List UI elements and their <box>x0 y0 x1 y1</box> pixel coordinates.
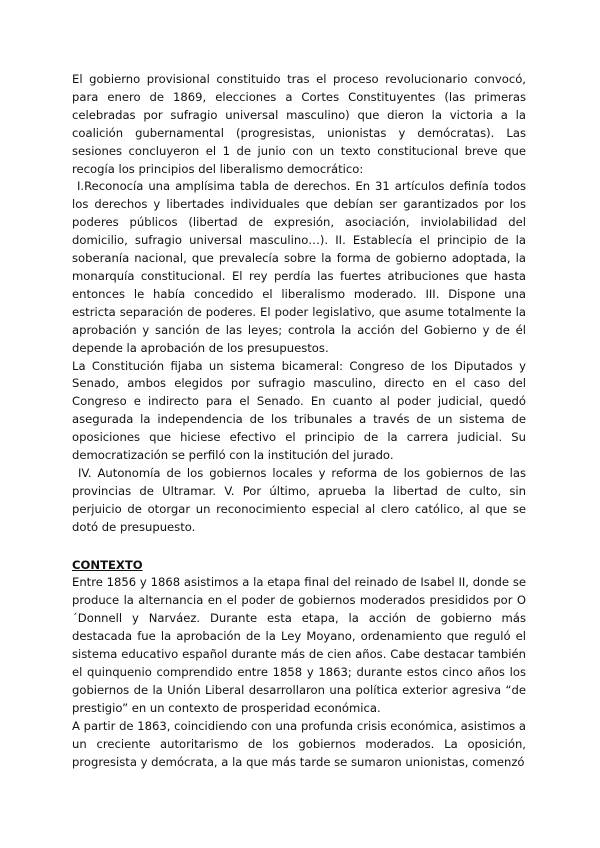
paragraph-bicameral: La Constitución fijaba un sistema bicameral: Congreso de los Diputados y Senado, ambos elegidos por sufragio masculino, directo en el caso del Congreso e indirecto para el Senado. En cuanto al poder judicial, quedó asegurada la independencia de los tribunales a través de un sistema de oposiciones que hiciese efectivo el principio de la carrera judicial. Su democratización se perfiló con la institución del jurado. <box>72 358 526 463</box>
paragraph-context-2: A partir de 1863, coincidiendo con una profunda crisis económica, asistimos a un creciente autoritarismo de los gobiernos moderados. La oposición, progresista y demócrata, a la que más tarde se sumaron unionistas, comenzó <box>72 718 526 769</box>
paragraph-intro: El gobierno provisional constituido tras el proceso revolucionario convocó, para enero de 1869, elecciones a Cortes Constituyentes (las primeras celebradas por sufragio universal masculino) que dieron la victoria a la coalición gubernamental (progresistas, unionistas y demócratas). Las sesiones concluyeron el 1 de junio con un texto constitucional breve que recogía los principios del liberalismo democrático: <box>72 72 526 176</box>
paragraph-autonomy: IV. Autonomía de los gobiernos locales y reforma de los gobiernos de las provincias de Ultramar. V. Por último, aprueba la libertad de culto, sin perjuicio de otorgar un reconocimiento especial al clero católico, al que se dotó de presupuesto. <box>72 465 530 534</box>
paragraph-rights: I.Reconocía una amplísima tabla de derechos. En 31 artículos definía todos los derechos y libertades individuales que debían ser garantizados por los poderes públicos (libertad de expresión, asociación, inviolabilidad del domicilio, sufragio universal masculino…). II. Establecía el principio de la soberanía nacional, que prevalecía sobre la forma de gobierno adoptada, la monarquía constitucional. El rey perdía las fuertes atribuciones que hasta entonces le había concedido el liberalismo moderado. III. Dispone una estricta separación de poderes. El poder legislativo, que asume totalmente la aprobación y sanción de las leyes; controla la acción del Gobierno y de él depende la aprobación de los presupuestos. <box>72 179 530 355</box>
section-spacer <box>72 537 526 557</box>
section-heading: CONTEXTO <box>72 557 143 572</box>
paragraph-context-1: Entre 1856 y 1868 asistimos a la etapa final del reinado de Isabel II, donde se produce la alternancia en el poder de gobiernos moderados presididos por O´Donnell y Narváez. Durante esta etapa, la acción de gobierno más destacada fue la aprobación de la Ley Moyano, ordenamiento que reguló el sistema educativo español durante más de cien años. Cabe destacar también el quinquenio comprendido entre 1858 y 1863; durante estos cinco años los gobiernos de la Unión Liberal desarrollaron una política exterior agresiva “de prestigio” en un contexto de prosperidad económica. <box>72 575 526 715</box>
document-page <box>72 71 530 771</box>
